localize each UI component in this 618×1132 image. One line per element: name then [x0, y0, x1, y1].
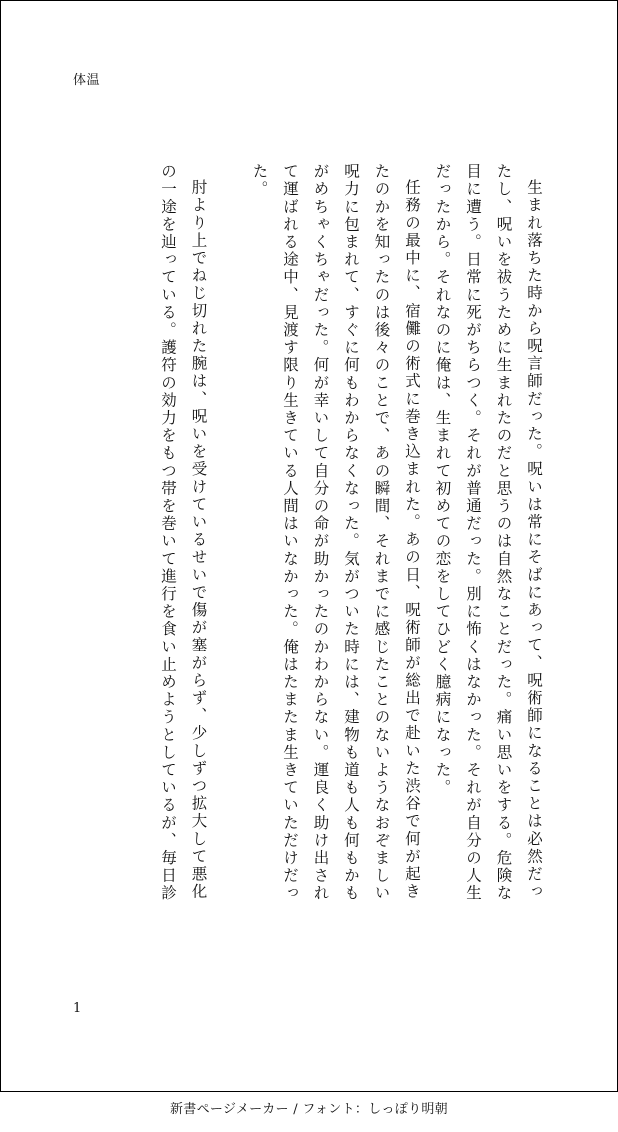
running-head: 体温 [73, 73, 101, 88]
paragraph-2: 任務の最中に、宿儺の術式に巻き込まれた。あの日、呪術師が総出で赴いた渋谷で何が起きたのかを知ったのは後々のことで、あの瞬間、それまでに感じたことのないようなおぞましい呪力に包まれて、すぐに何もわからなくなった。気がついた時には、建物も道も人も何もかもがめちゃくちゃだった。何が幸いして自分の命が助かったのかわからない。運良く助け出されて運ばれる途中、見渡す限り生きている人間はいなかった。俺はたまたま生きていただけだった。 [250, 163, 421, 903]
page-number: 1 [73, 1001, 82, 1016]
paragraph-3: 肘より上でねじ切れた腕は、呪いを受けているせいで傷が塞がらず、少しずつ拡大して悪化の一途を辿っている。護符の効力をもつ帯を巻いて進行を食い止めようとしているが、毎日診 [159, 163, 208, 903]
paragraph-1: 生まれ落ちた時から呪言師だった。呪いは常にそばにあって、呪術師になることは必然だったし、呪いを祓うために生まれたのだと思うのは自然なことだった。痛い思いをする。危険な目に遭う。日常に死がちらつく。それが普通だった。別に怖くはなかった。それが自分の人生だったから。それなのに俺は、生まれて初めての恋をしてひどく臆病になった。 [433, 163, 543, 903]
vertical-body-text [71, 163, 549, 915]
generator-credit: 新書ページメーカー / フォント：しっぽり明朝 [170, 1102, 448, 1117]
